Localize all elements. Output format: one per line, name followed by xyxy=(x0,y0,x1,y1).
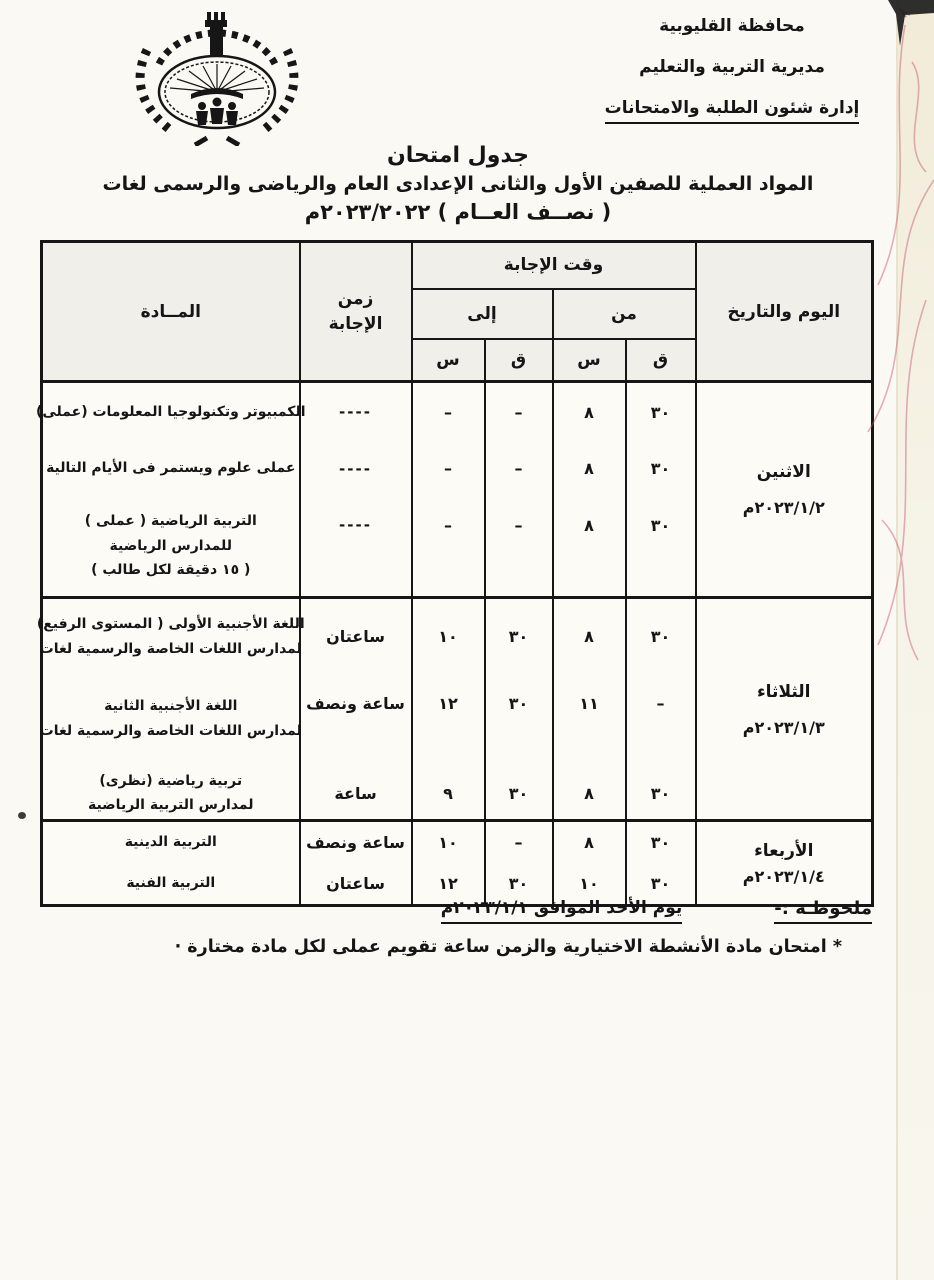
cell-value: ١٢ xyxy=(438,694,458,713)
day-date: ٢٠٢٣/١/٤م xyxy=(742,866,825,886)
subject-line: ( ١٥ دقيقة لكل طالب ) xyxy=(91,562,251,579)
subject-cell xyxy=(42,821,300,906)
cell-value: ١١ xyxy=(579,694,599,713)
cell-value: ٨ xyxy=(584,402,594,422)
cell-value: ٨ xyxy=(584,459,594,478)
col-header-from: من xyxy=(553,289,696,339)
day-group-wednesday xyxy=(42,821,873,906)
duration-cell xyxy=(300,821,412,906)
col-header-duration: زمن الإجابة xyxy=(300,242,412,382)
subject-line: لمدارس التربية الرياضية xyxy=(87,797,254,813)
col-header-to-minutes: ق xyxy=(485,339,553,382)
cell-value: – xyxy=(444,516,452,535)
col-header-from-hours: س xyxy=(553,339,626,382)
cell-value: ٣٠ xyxy=(650,832,671,852)
from-minutes-cell xyxy=(626,821,696,906)
cell-value: ١٠ xyxy=(438,832,458,852)
ministry-of-education-logo xyxy=(115,8,320,146)
subject-line: التربية الدينية xyxy=(124,833,217,850)
cell-value: ٣٠ xyxy=(650,516,671,535)
cell-value: ---- xyxy=(339,516,372,534)
to-minutes-cell xyxy=(485,821,553,906)
exam-schedule-table xyxy=(35,240,874,907)
day-date-cell xyxy=(696,382,873,598)
cell-value: – xyxy=(514,516,523,535)
subject-line: اللغة الأجنبية الثانية xyxy=(104,698,238,714)
cell-value: ---- xyxy=(339,403,372,421)
cell-value: ٣٠ xyxy=(508,873,529,893)
title-line-2: المواد العملية للصفين الأول والثانى الإعدادى العام والرياضى والرسمى لغات xyxy=(102,173,814,195)
day-group-tuesday xyxy=(42,598,873,821)
cell-value: ٣٠ xyxy=(650,873,671,893)
subject-cell xyxy=(35,382,306,598)
document-title xyxy=(40,143,876,224)
to-hours-cell xyxy=(412,598,485,821)
cell-value: ٨ xyxy=(584,627,594,646)
subject-line: للمدارس الرياضية xyxy=(109,537,233,554)
from-hours-cell xyxy=(553,382,626,598)
day-date: ٢٠٢٣/١/٣م xyxy=(742,717,825,737)
col-header-to: إلى xyxy=(412,289,553,339)
day-name: الأربعاء xyxy=(754,840,814,861)
cell-value: – xyxy=(514,402,523,422)
cell-value: – xyxy=(514,459,523,478)
col-header-from-minutes: ق xyxy=(626,339,696,382)
title-line-3: ( نصــف العــام ) ٢٠٢٣/٢٠٢٢م xyxy=(304,200,612,224)
from-minutes-cell xyxy=(626,382,696,598)
cell-value: ٨ xyxy=(584,516,594,535)
cell-value: ٣٠ xyxy=(650,627,671,646)
governorate-name: محافظة القليوبية xyxy=(659,16,805,36)
subject-line: التربية الرياضية ( عملى ) xyxy=(84,513,257,530)
subject-line: لمدارس اللغات الخاصة والرسمية لغات xyxy=(39,640,302,657)
cell-value: ساعة xyxy=(334,783,377,803)
cell-value: ٣٠ xyxy=(508,783,529,803)
subject-line: الكمبيوتر وتكنولوجيا المعلومات (عملى) xyxy=(35,403,306,420)
to-minutes-cell xyxy=(485,598,553,821)
cell-value: ساعة ونصف xyxy=(306,832,405,852)
cell-value: – xyxy=(514,832,523,852)
scan-edge-strip xyxy=(898,0,934,1280)
cell-value: ٩ xyxy=(443,783,453,803)
from-minutes-cell xyxy=(626,598,696,821)
cell-value: ٣٠ xyxy=(508,627,529,646)
department-name: إدارة شئون الطلبة والامتحانات xyxy=(605,98,860,124)
subject-cell xyxy=(36,598,305,821)
col-header-subject: المــادة xyxy=(42,242,300,382)
cell-value: ساعة ونصف xyxy=(306,694,405,713)
cell-value: ٣٠ xyxy=(650,459,671,478)
cell-value: ٣٠ xyxy=(650,402,671,422)
directorate-name: مديرية التربية والتعليم xyxy=(639,57,825,77)
day-date: ٢٠٢٣/١/٢م xyxy=(742,498,825,517)
day-name: الثلاثاء xyxy=(756,681,811,702)
note-star-line: * امتحان مادة الأنشطة الاختيارية والزمن ساعة تقويم عملى لكل مادة مختارة · xyxy=(174,937,842,957)
subject-line: تربية رياضية (نظرى) xyxy=(99,772,243,789)
cell-value: ٣٠ xyxy=(508,694,529,713)
org-header xyxy=(582,16,882,145)
to-hours-cell xyxy=(412,382,485,598)
col-header-to-hours: س xyxy=(412,339,485,382)
subject-line: عملى علوم ويستمر فى الأيام التالية xyxy=(46,460,296,477)
duration-cell xyxy=(300,382,412,598)
col-header-day-date: اليوم والتاريخ xyxy=(696,242,873,382)
cell-value: ١٠ xyxy=(579,873,599,893)
cell-value: – xyxy=(444,402,452,422)
note-label: ملحوظـة :- xyxy=(774,898,872,924)
from-hours-cell xyxy=(553,598,626,821)
cell-value: – xyxy=(444,459,452,478)
footnote xyxy=(60,898,872,957)
day-group-monday xyxy=(42,382,873,598)
subject-line: لمدارس اللغات الخاصة والرسمية لغات xyxy=(39,722,302,739)
cell-value: ٣٠ xyxy=(650,783,671,803)
cell-value: ساعتان xyxy=(326,627,385,646)
subject-line: التربية الفنية xyxy=(126,874,216,891)
cell-value: ٨ xyxy=(584,783,594,803)
cell-value: ساعتان xyxy=(326,873,385,893)
col-header-answer-time: وقت الإجابة xyxy=(412,242,696,289)
day-name: الاثنين xyxy=(756,462,811,482)
cell-value: ---- xyxy=(339,459,372,478)
cell-value: – xyxy=(656,694,665,713)
ink-dot xyxy=(18,812,26,819)
cell-value: ١٠ xyxy=(438,627,458,646)
to-hours-cell xyxy=(412,821,485,906)
note-sunday-date: يوم الأحد الموافق ٢٠٢٣/١/١م xyxy=(441,898,683,924)
day-date-cell xyxy=(696,821,873,906)
day-date-cell xyxy=(696,598,873,821)
duration-cell xyxy=(300,598,412,821)
cell-value: ١٢ xyxy=(438,873,458,893)
cell-value: ٨ xyxy=(584,832,594,852)
title-line-1: جدول امتحان xyxy=(386,143,530,168)
to-minutes-cell xyxy=(485,382,553,598)
subject-line: اللغة الأجنبية الأولى ( المستوى الرفيع) xyxy=(36,616,305,632)
from-hours-cell xyxy=(553,821,626,906)
